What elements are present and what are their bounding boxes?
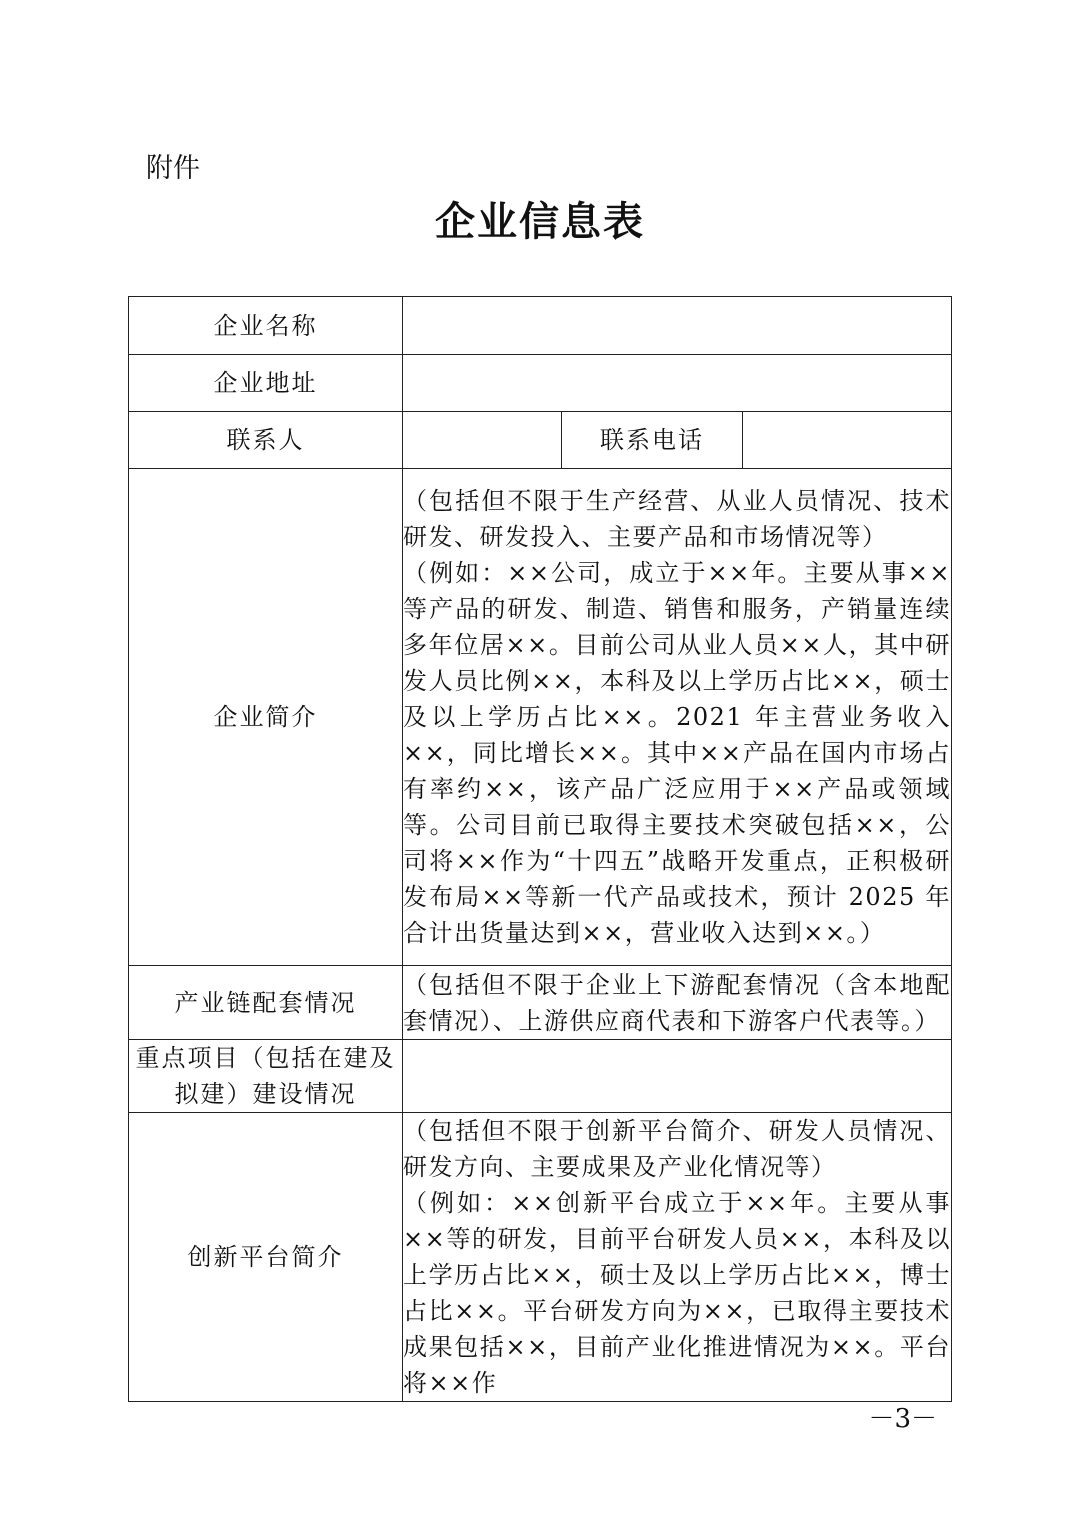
row-enterprise-profile: [129, 469, 952, 966]
row-enterprise-name: [129, 297, 952, 355]
value-key-projects[interactable]: [403, 1040, 952, 1113]
value-industry-chain[interactable]: [403, 966, 952, 1040]
value-contact-phone[interactable]: [743, 412, 952, 469]
platform-example: （例如：××创新平台成立于××年。主要从事××等的研发，目前平台研发人员××，本科及以上学历占比××，硕士及以上学历占比××，博士占比××。平台研发方向为××，已取得主要技术成果包括××，目前产业化推进情况为××。平台将××作: [403, 1189, 952, 1397]
document-title: 企业信息表: [435, 199, 645, 245]
label-key-projects: [129, 1040, 403, 1113]
label-contact-person: 联系人: [129, 412, 403, 469]
chain-note: （包括但不限于企业上下游配套情况（含本地配套情况）、上游供应商代表和下游客户代表等。）: [403, 970, 952, 1035]
enterprise-info-table: [128, 296, 952, 1402]
profile-example: （例如：××公司，成立于××年。主要从事××等产品的研发、制造、销售和服务，产销量连续多年位居××。目前公司从业人员××人，其中研发人员比例××，本科及以上学历占比××，硕士及以上学历占比××。2021 年主营业务收入××，同比增长××。其中××产品在国内市场占有率约××，该产品广泛应用于××产品或领域等。公司目前已取得主要技术突破包括××，公司将××作为“十四五”战略开发重点，正积极研发布局××等新一代产品或技术，预计 2025 年合计出货量达到××，营业收入达到××。）: [403, 559, 952, 947]
profile-note: （包括但不限于生产经营、从业人员情况、技术研发、研发投入、主要产品和市场情况等）: [403, 487, 952, 551]
key-projects-label-line1: 重点项目（包括在建及: [135, 1044, 396, 1072]
row-innovation-platform: [129, 1113, 952, 1402]
row-enterprise-address: [129, 355, 952, 412]
attachment-label: 附件: [146, 153, 200, 184]
value-contact-person[interactable]: [403, 412, 562, 469]
label-enterprise-address: 企业地址: [129, 355, 403, 412]
label-enterprise-profile: 企业简介: [129, 469, 403, 966]
page-number: －3－: [868, 1404, 937, 1434]
row-industry-chain: [129, 966, 952, 1040]
platform-note: （包括但不限于创新平台简介、研发人员情况、研发方向、主要成果及产业化情况等）: [403, 1117, 952, 1181]
label-innovation-platform: 创新平台简介: [129, 1113, 403, 1402]
label-industry-chain: 产业链配套情况: [129, 966, 403, 1040]
key-projects-label-line2: 拟建）建设情况: [174, 1080, 357, 1108]
value-enterprise-address[interactable]: [403, 355, 952, 412]
value-enterprise-profile[interactable]: [403, 469, 952, 966]
label-contact-phone: 联系电话: [562, 412, 743, 469]
label-enterprise-name: 企业名称: [129, 297, 403, 355]
value-enterprise-name[interactable]: [403, 297, 952, 355]
row-contact: [129, 412, 952, 469]
row-key-projects: [129, 1040, 952, 1113]
value-innovation-platform[interactable]: [403, 1113, 952, 1402]
